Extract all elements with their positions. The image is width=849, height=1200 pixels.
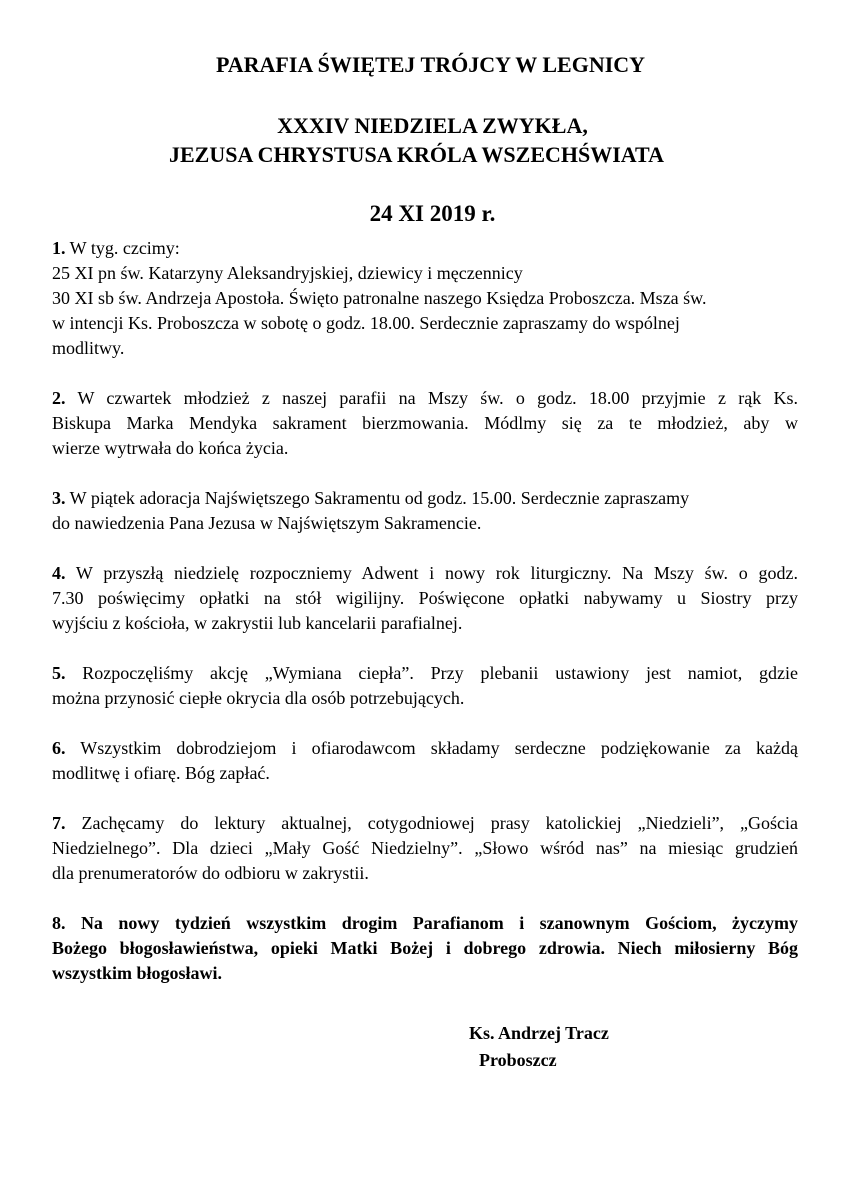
announcement-line bbox=[52, 811, 798, 836]
item-number: 4. bbox=[52, 563, 66, 583]
announcement-line bbox=[52, 486, 798, 511]
announcement-item-6 bbox=[52, 736, 798, 786]
announcement-line: można przynosić ciepłe okrycia dla osób potrzebujących. bbox=[52, 688, 465, 708]
signature-block bbox=[469, 1020, 609, 1074]
announcement-item-1 bbox=[52, 236, 798, 361]
announcements-body bbox=[52, 236, 798, 1011]
announcement-item-2 bbox=[52, 386, 798, 461]
announcement-line: 30 XI sb św. Andrzeja Apostoła. Święto patronalne naszego Księdza Proboszcza. Msza św. bbox=[52, 288, 707, 308]
announcement-line: modlitwę i ofiarę. Bóg zapłać. bbox=[52, 763, 270, 783]
item-number: 5. bbox=[52, 663, 66, 683]
announcement-text: Zachęcamy do lektury aktualnej, cotygodniowej prasy katolickiej „Niedzieli”, „Gościa bbox=[65, 813, 798, 833]
signature-role: Proboszcz bbox=[479, 1050, 557, 1070]
item-number: 6. bbox=[52, 738, 66, 758]
parish-title: PARAFIA ŚWIĘTEJ TRÓJCY W LEGNICY bbox=[215, 52, 646, 77]
announcement-line bbox=[52, 561, 798, 586]
announcement-line: Biskupa Marka Mendyka sakrament bierzmowania. Módlmy się za te młodzież, aby w bbox=[52, 413, 798, 433]
announcement-text: W tyg. czcimy: bbox=[65, 238, 180, 258]
sunday-title-line2: JEZUSA CHRYSTUSA KRÓLA WSZECHŚWIATA bbox=[169, 142, 664, 167]
announcement-line: modlitwy. bbox=[52, 338, 125, 358]
signature-name: Ks. Andrzej Tracz bbox=[469, 1023, 609, 1043]
announcement-line bbox=[52, 386, 798, 411]
announcement-line: do nawiedzenia Pana Jezusa w Najświętszym Sakramencie. bbox=[52, 513, 482, 533]
announcement-text: W piątek adoracja Najświętszego Sakramentu od godz. 15.00. Serdecznie zapraszamy bbox=[65, 488, 690, 508]
announcement-line: wierze wytrwała do końca życia. bbox=[52, 438, 289, 458]
announcement-text: W przyszłą niedzielę rozpoczniemy Adwent i nowy rok liturgiczny. Na Mszy św. o godz. bbox=[65, 563, 798, 583]
item-number: 3. bbox=[52, 488, 66, 508]
sunday-title-line1: XXXIV NIEDZIELA ZWYKŁA, bbox=[277, 113, 588, 138]
announcement-text: Na nowy tydzień wszystkim drogim Parafianom i szanownym Gościom, życzymy bbox=[65, 913, 798, 933]
announcement-text: Rozpoczęliśmy akcję „Wymiana ciepła”. Przy plebanii ustawiony jest namiot, gdzie bbox=[65, 663, 798, 683]
announcement-item-8 bbox=[52, 911, 798, 986]
announcement-line: Bożego błogosławieństwa, opieki Matki Bożej i dobrego zdrowia. Niech miłosierny Bóg bbox=[52, 938, 798, 958]
announcement-line: w intencji Ks. Proboszcza w sobotę o godz. 18.00. Serdecznie zapraszamy do wspólnej bbox=[52, 313, 680, 333]
item-number: 1. bbox=[52, 238, 66, 258]
item-number: 8. bbox=[52, 913, 66, 933]
announcement-line bbox=[52, 736, 798, 761]
announcement-text: W czwartek młodzież z naszej parafii na Mszy św. o godz. 18.00 przyjmie z rąk Ks. bbox=[65, 388, 798, 408]
announcement-line bbox=[52, 911, 798, 936]
announcement-line: 7.30 poświęcimy opłatki na stół wigilijny. Poświęcone opłatki nabywamy u Siostry przy bbox=[52, 588, 798, 608]
announcement-line: dla prenumeratorów do odbioru w zakrystii. bbox=[52, 863, 369, 883]
announcement-text: Wszystkim dobrodziejom i ofiarodawcom składamy serdeczne podziękowanie za każdą bbox=[65, 738, 798, 758]
item-number: 2. bbox=[52, 388, 66, 408]
announcement-item-3 bbox=[52, 486, 798, 536]
announcement-line bbox=[52, 661, 798, 686]
announcement-line: wyjściu z kościoła, w zakrystii lub kancelarii parafialnej. bbox=[52, 613, 463, 633]
item-number: 7. bbox=[52, 813, 66, 833]
announcement-line: wszystkim błogosławi. bbox=[52, 963, 223, 983]
announcement-line: 25 XI pn św. Katarzyny Aleksandryjskiej, dziewicy i męczennicy bbox=[52, 263, 523, 283]
announcement-item-5 bbox=[52, 661, 798, 711]
announcement-line: Niedzielnego”. Dla dzieci „Mały Gość Niedzielny”. „Słowo wśród nas” na miesiąc grudzień bbox=[52, 838, 798, 858]
announcement-line bbox=[52, 236, 798, 261]
announcement-item-4 bbox=[52, 561, 798, 636]
date-title: 24 XI 2019 r. bbox=[369, 201, 496, 226]
announcement-item-7 bbox=[52, 811, 798, 886]
